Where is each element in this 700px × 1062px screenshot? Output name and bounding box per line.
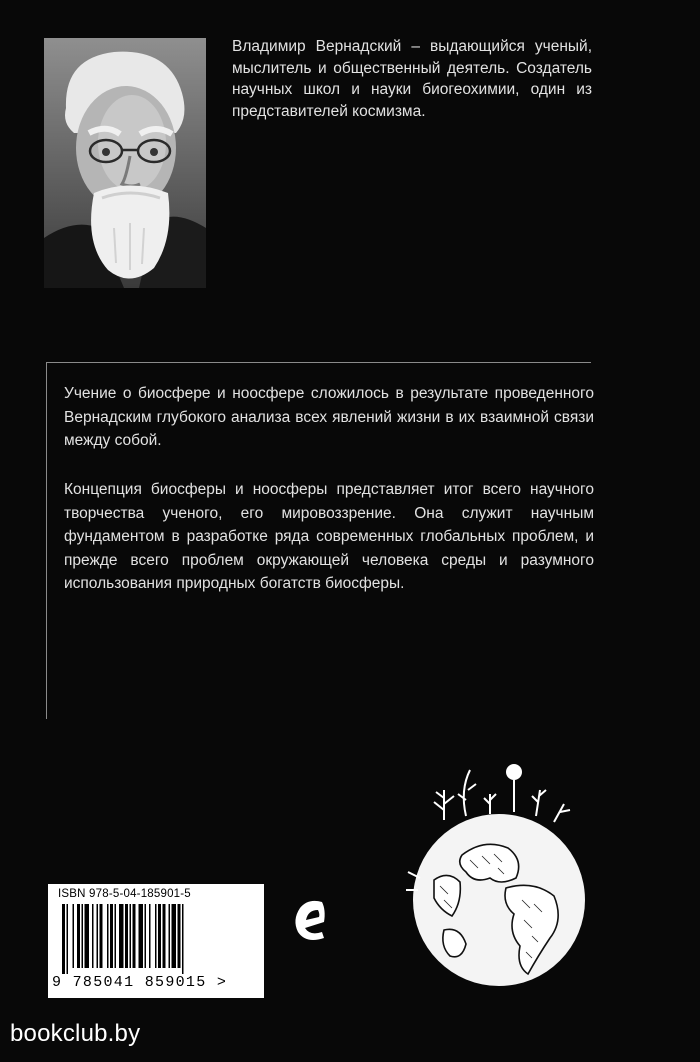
description-paragraph-1: Учение о биосфере и ноосфере сложилось в результате проведенного Вернадским глубокого анализа всех явлений жизни в их взаимной связи между собой.	[64, 385, 594, 449]
globe-illustration-icon	[404, 760, 594, 1010]
description-paragraph-2: Концепция биосферы и ноосферы представляет итог всего научного творчества ученого, его мировоззрение. Она служит научным фундаментом в разработке ряда современных глобальных проблем, и прежде всего проблем окружающей человека среды и разумного использования природных богатств биосферы.	[64, 481, 594, 592]
watermark-site: bookclub.by	[10, 1020, 141, 1047]
isbn-text: ISBN 978-5-04-185901-5	[58, 888, 191, 900]
author-bio: Владимир Вернадский – выдающийся ученый, мыслитель и общественный деятель. Создатель научных школ и науки биогеохимии, один из представителей космизма.	[232, 38, 592, 120]
barcode-digits: 9 785041 859015 >	[52, 974, 228, 991]
author-portrait	[44, 38, 206, 288]
portrait-image	[44, 38, 206, 288]
publisher-e-logo-icon	[290, 892, 330, 948]
barcode-label	[48, 884, 264, 998]
barcode-image	[56, 904, 256, 974]
